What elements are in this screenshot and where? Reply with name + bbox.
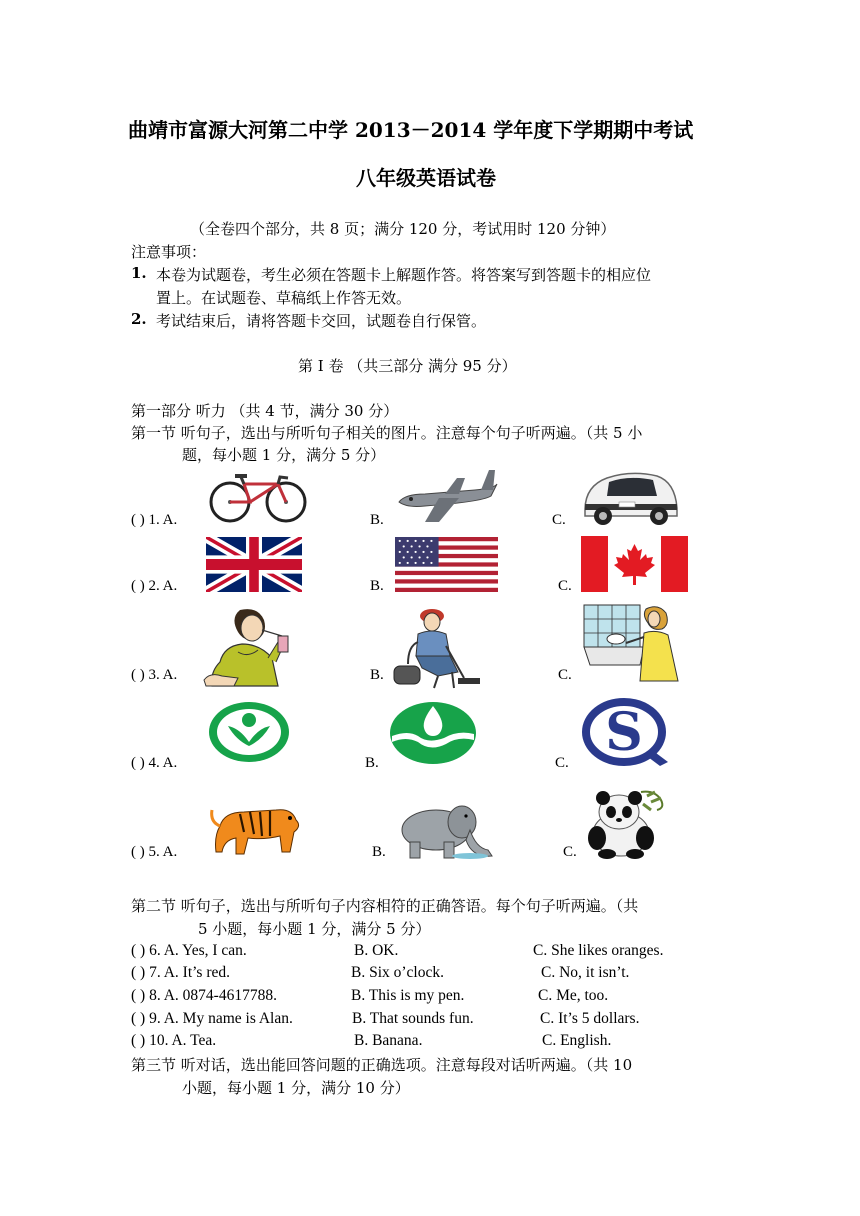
question-6-prompt: ( ) 6. A. Yes, I can. — [131, 942, 247, 959]
question-10-option-b: B. Banana. — [354, 1032, 423, 1049]
question-1-prompt: ( ) 1. A. — [131, 512, 178, 528]
question-3-prompt: ( ) 3. A. — [131, 667, 178, 683]
question-4-option-c: C. — [555, 755, 569, 771]
section-2-line-2: 5 小题，每小题 1 分，满分 5 分） — [198, 920, 431, 938]
question-10-prompt: ( ) 10. A. Tea. — [131, 1032, 217, 1049]
section-1-line-1: 第一节 听句子，选出与所听句子相关的图片。注意每个句子听两遍。（共 5 小 — [131, 424, 643, 442]
green-drop-logo-icon — [388, 700, 478, 766]
us-flag-icon — [395, 537, 498, 592]
woman-drinking-icon — [198, 606, 294, 690]
panda-icon — [585, 786, 667, 860]
tiger-icon — [210, 796, 306, 860]
question-7-option-c: C. No, it isn’t. — [541, 964, 630, 981]
note-1-line-1: 本卷为试题卷，考生必须在答题卡上解题作答。将答案写到答题卡的相应位 — [156, 266, 652, 284]
section-2-line-1: 第二节 听句子，选出与所听句子内容相符的正确答语。每个句子听两遍。（共 — [131, 897, 639, 915]
airplane-icon — [395, 466, 499, 524]
note-1-number: 1. — [131, 264, 147, 282]
question-4-prompt: ( ) 4. A. — [131, 755, 178, 771]
question-9-prompt: ( ) 9. A. My name is Alan. — [131, 1010, 293, 1027]
question-1-option-b: B. — [370, 512, 384, 528]
woman-washing-dishes-icon — [582, 603, 682, 683]
question-8-prompt: ( ) 8. A. 0874-4617788. — [131, 987, 277, 1004]
qs-logo-icon — [580, 698, 670, 768]
question-8-option-b: B. This is my pen. — [351, 987, 465, 1004]
green-food-logo-icon — [206, 700, 292, 764]
section-3-line-2: 小题，每小题 1 分，满分 10 分） — [182, 1079, 410, 1097]
question-8-option-c: C. Me, too. — [538, 987, 609, 1004]
car-icon — [579, 466, 681, 526]
question-3-option-b: B. — [370, 667, 384, 683]
question-5-option-c: C. — [563, 844, 577, 860]
question-6-option-b: B. OK. — [354, 942, 399, 959]
question-7-option-b: B. Six o’clock. — [351, 964, 444, 981]
woman-vacuuming-icon — [388, 606, 482, 690]
question-2-prompt: ( ) 2. A. — [131, 578, 178, 594]
note-2: 考试结束后，请将答题卡交回，试题卷自行保管。 — [156, 312, 487, 330]
question-4-option-b: B. — [365, 755, 379, 771]
exam-info: （全卷四个部分，共 8 页；满分 120 分，考试用时 120 分钟） — [190, 220, 616, 238]
section-3-line-1: 第三节 听对话，选出能回答问题的正确选项。注意每段对话听两遍。（共 10 — [131, 1056, 633, 1074]
bicycle-icon — [206, 470, 310, 524]
question-9-option-b: B. That sounds fun. — [352, 1010, 474, 1027]
uk-flag-icon — [206, 537, 302, 592]
exam-title: 曲靖市富源大河第二中学 2013－2014 学年度下学期期中考试 — [128, 118, 694, 142]
part-1-heading: 第一部分 听力 （共 4 节，满分 30 分） — [131, 402, 399, 420]
elephant-icon — [392, 800, 496, 862]
question-5-option-b: B. — [372, 844, 386, 860]
question-1-option-c: C. — [552, 512, 566, 528]
question-6-option-c: C. She likes oranges. — [533, 942, 664, 959]
question-10-option-c: C. English. — [542, 1032, 612, 1049]
question-2-option-c: C. — [558, 578, 572, 594]
question-2-option-b: B. — [370, 578, 384, 594]
volume-1-heading: 第 I 卷 （共三部分 满分 95 分） — [298, 357, 517, 375]
section-1-line-2: 题，每小题 1 分，满分 5 分） — [182, 446, 386, 464]
canada-flag-icon — [581, 536, 688, 592]
svg-text:S: S — [605, 702, 643, 763]
exam-subtitle: 八年级英语试卷 — [356, 166, 496, 190]
question-7-prompt: ( ) 7. A. It’s red. — [131, 964, 231, 981]
question-3-option-c: C. — [558, 667, 572, 683]
notes-heading: 注意事项： — [131, 243, 207, 261]
question-9-option-c: C. It’s 5 dollars. — [540, 1010, 640, 1027]
question-5-prompt: ( ) 5. A. — [131, 844, 178, 860]
note-1-line-2: 置上。在试题卷、草稿纸上作答无效。 — [156, 289, 412, 307]
note-2-number: 2. — [131, 310, 147, 328]
